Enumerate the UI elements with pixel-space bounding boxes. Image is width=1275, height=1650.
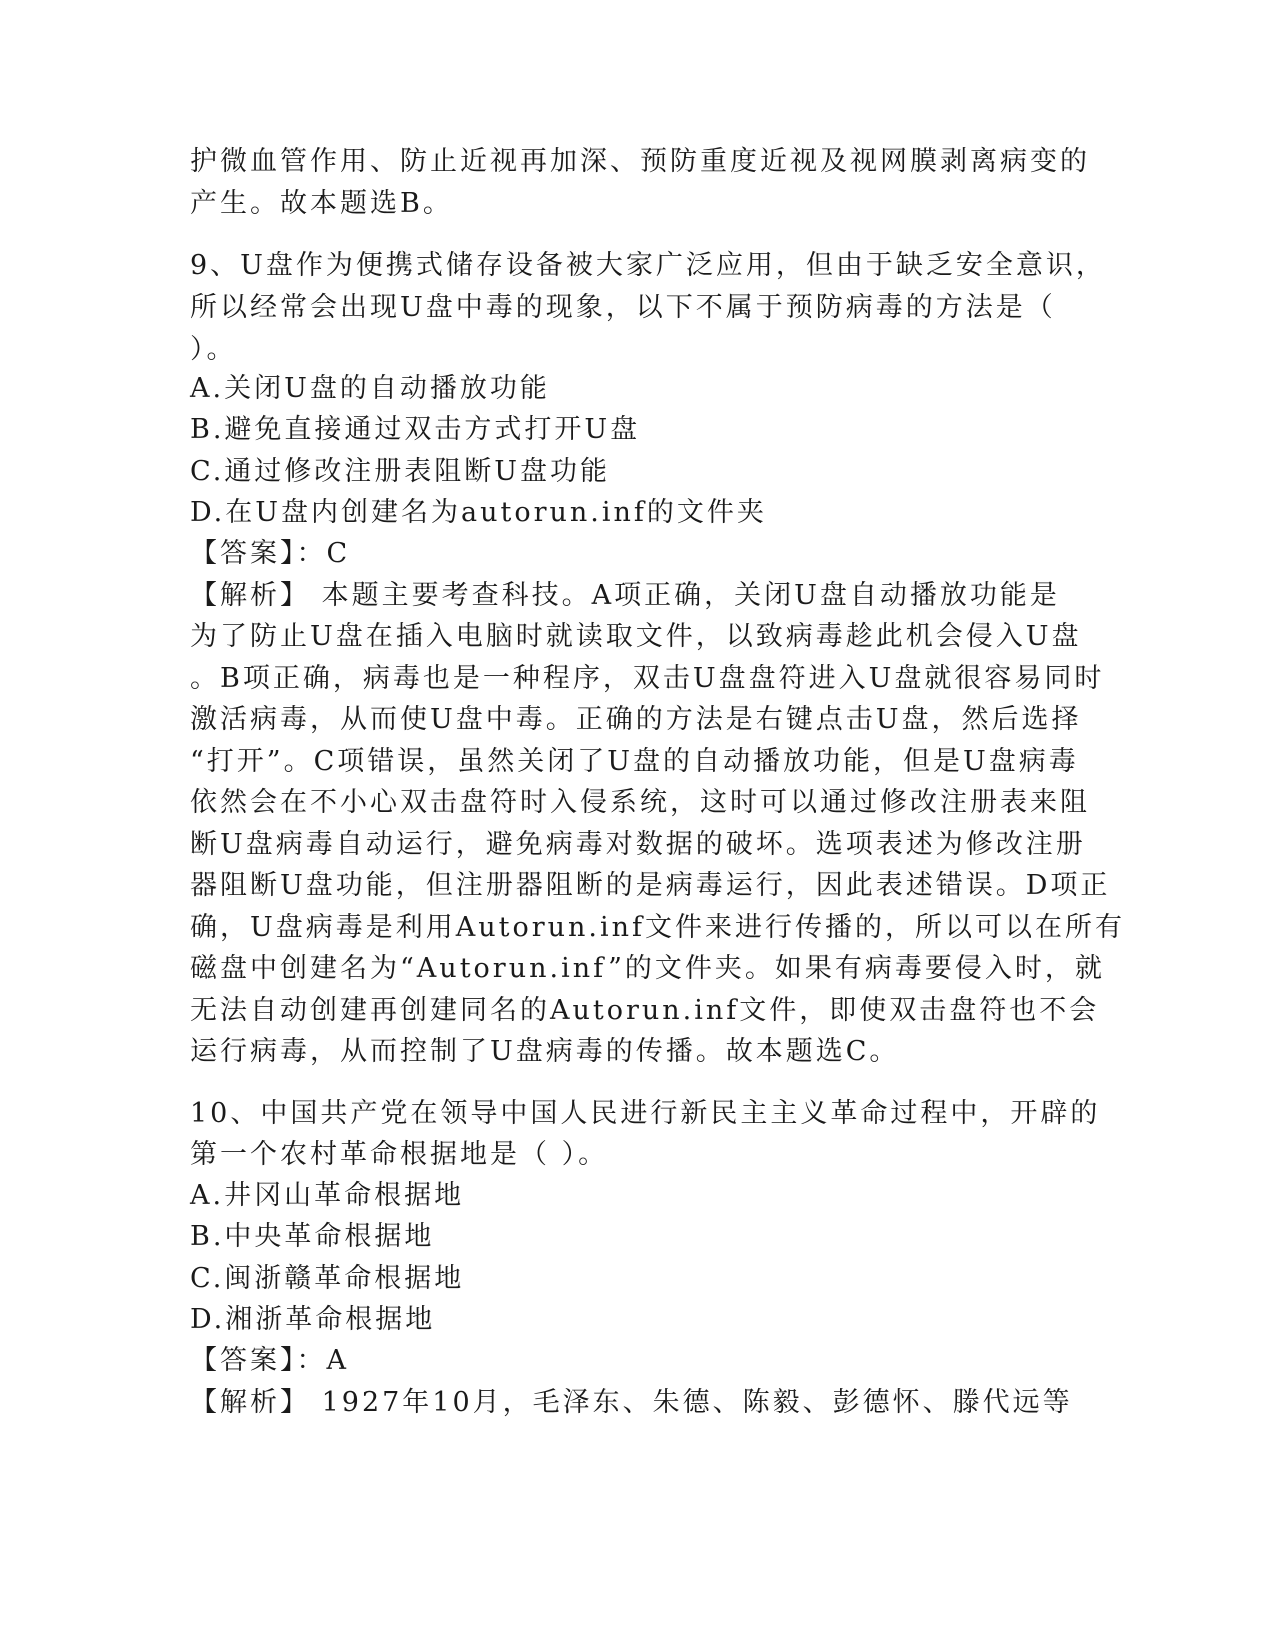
question-9-analysis-line-7: 断U盘病毒自动运行，避免病毒对数据的破坏。选项表述为修改注册 [190, 829, 1086, 860]
question-9-analysis-line-3: 。B项正确，病毒也是一种程序，双击U盘盘符进入U盘就很容易同时 [190, 663, 1105, 694]
question-9-stem-line-2: 所以经常会出现U盘中毒的现象，以下不属于预防病毒的方法是（ [190, 292, 1056, 323]
text-line-1: 护微血管作用、防止近视再加深、预防重度近视及视网膜剥离病变的 [190, 146, 1090, 177]
question-9-analysis-line-12: 运行病毒，从而控制了U盘病毒的传播。故本题选C。 [190, 1036, 900, 1067]
question-10-option-b: B.中央革命根据地 [190, 1221, 435, 1252]
question-9-option-d: D.在U盘内创建名为autorun.inf的文件夹 [190, 497, 767, 528]
question-9-analysis-line-2: 为了防止U盘在插入电脑时就读取文件，以致病毒趁此机会侵入U盘 [190, 621, 1082, 652]
question-9-analysis-line-9: 确，U盘病毒是利用Autorun.inf文件来进行传播的，所以可以在所有 [190, 912, 1126, 943]
question-9-option-c: C.通过修改注册表阻断U盘功能 [190, 456, 611, 487]
question-9-option-a: A.关闭U盘的自动播放功能 [190, 373, 550, 404]
question-10-stem-line-2: 第一个农村革命根据地是（ ）。 [190, 1139, 609, 1170]
question-9-option-b: B.避免直接通过双击方式打开U盘 [190, 414, 641, 445]
question-9-stem-line-3: ）。 [190, 334, 237, 365]
question-9-stem-line-1: 9、U盘作为便携式储存设备被大家广泛应用，但由于缺乏安全意识， [190, 250, 1106, 281]
question-9-analysis-line-8: 器阻断U盘功能，但注册器阻断的是病毒运行，因此表述错误。D项正 [190, 870, 1111, 901]
question-10-analysis-line-1: 【解析】 1927年10月，毛泽东、朱德、陈毅、彭德怀、滕代远等 [190, 1387, 1073, 1418]
question-9-analysis-line-5: “打开”。C项错误，虽然关闭了U盘的自动播放功能，但是U盘病毒 [190, 746, 1079, 777]
question-10-option-d: D.湘浙革命根据地 [190, 1304, 436, 1335]
question-9-analysis-line-1: 【解析】 本题主要考查科技。A项正确，关闭U盘自动播放功能是 [190, 580, 1060, 611]
question-10-stem-line-1: 10、中国共产党在领导中国人民进行新民主主义革命过程中，开辟的 [190, 1098, 1101, 1129]
text-line-2: 产生。故本题选B。 [190, 188, 453, 219]
question-9-analysis-line-6: 依然会在不小心双击盘符时入侵系统，这时可以通过修改注册表来阻 [190, 787, 1090, 818]
question-10-option-a: A.井冈山革命根据地 [190, 1180, 465, 1211]
question-9-analysis-line-10: 磁盘中创建名为“Autorun.inf”的文件夹。如果有病毒要侵入时，就 [190, 953, 1105, 984]
question-10-answer: 【答案】：A [190, 1345, 349, 1376]
question-9-answer: 【答案】：C [190, 538, 351, 569]
question-10-option-c: C.闽浙赣革命根据地 [190, 1263, 465, 1294]
question-9-analysis-line-4: 激活病毒，从而使U盘中毒。正确的方法是右键点击U盘，然后选择 [190, 704, 1082, 735]
question-9-analysis-line-11: 无法自动创建再创建同名的Autorun.inf文件，即使双击盘符也不会 [190, 995, 1100, 1026]
